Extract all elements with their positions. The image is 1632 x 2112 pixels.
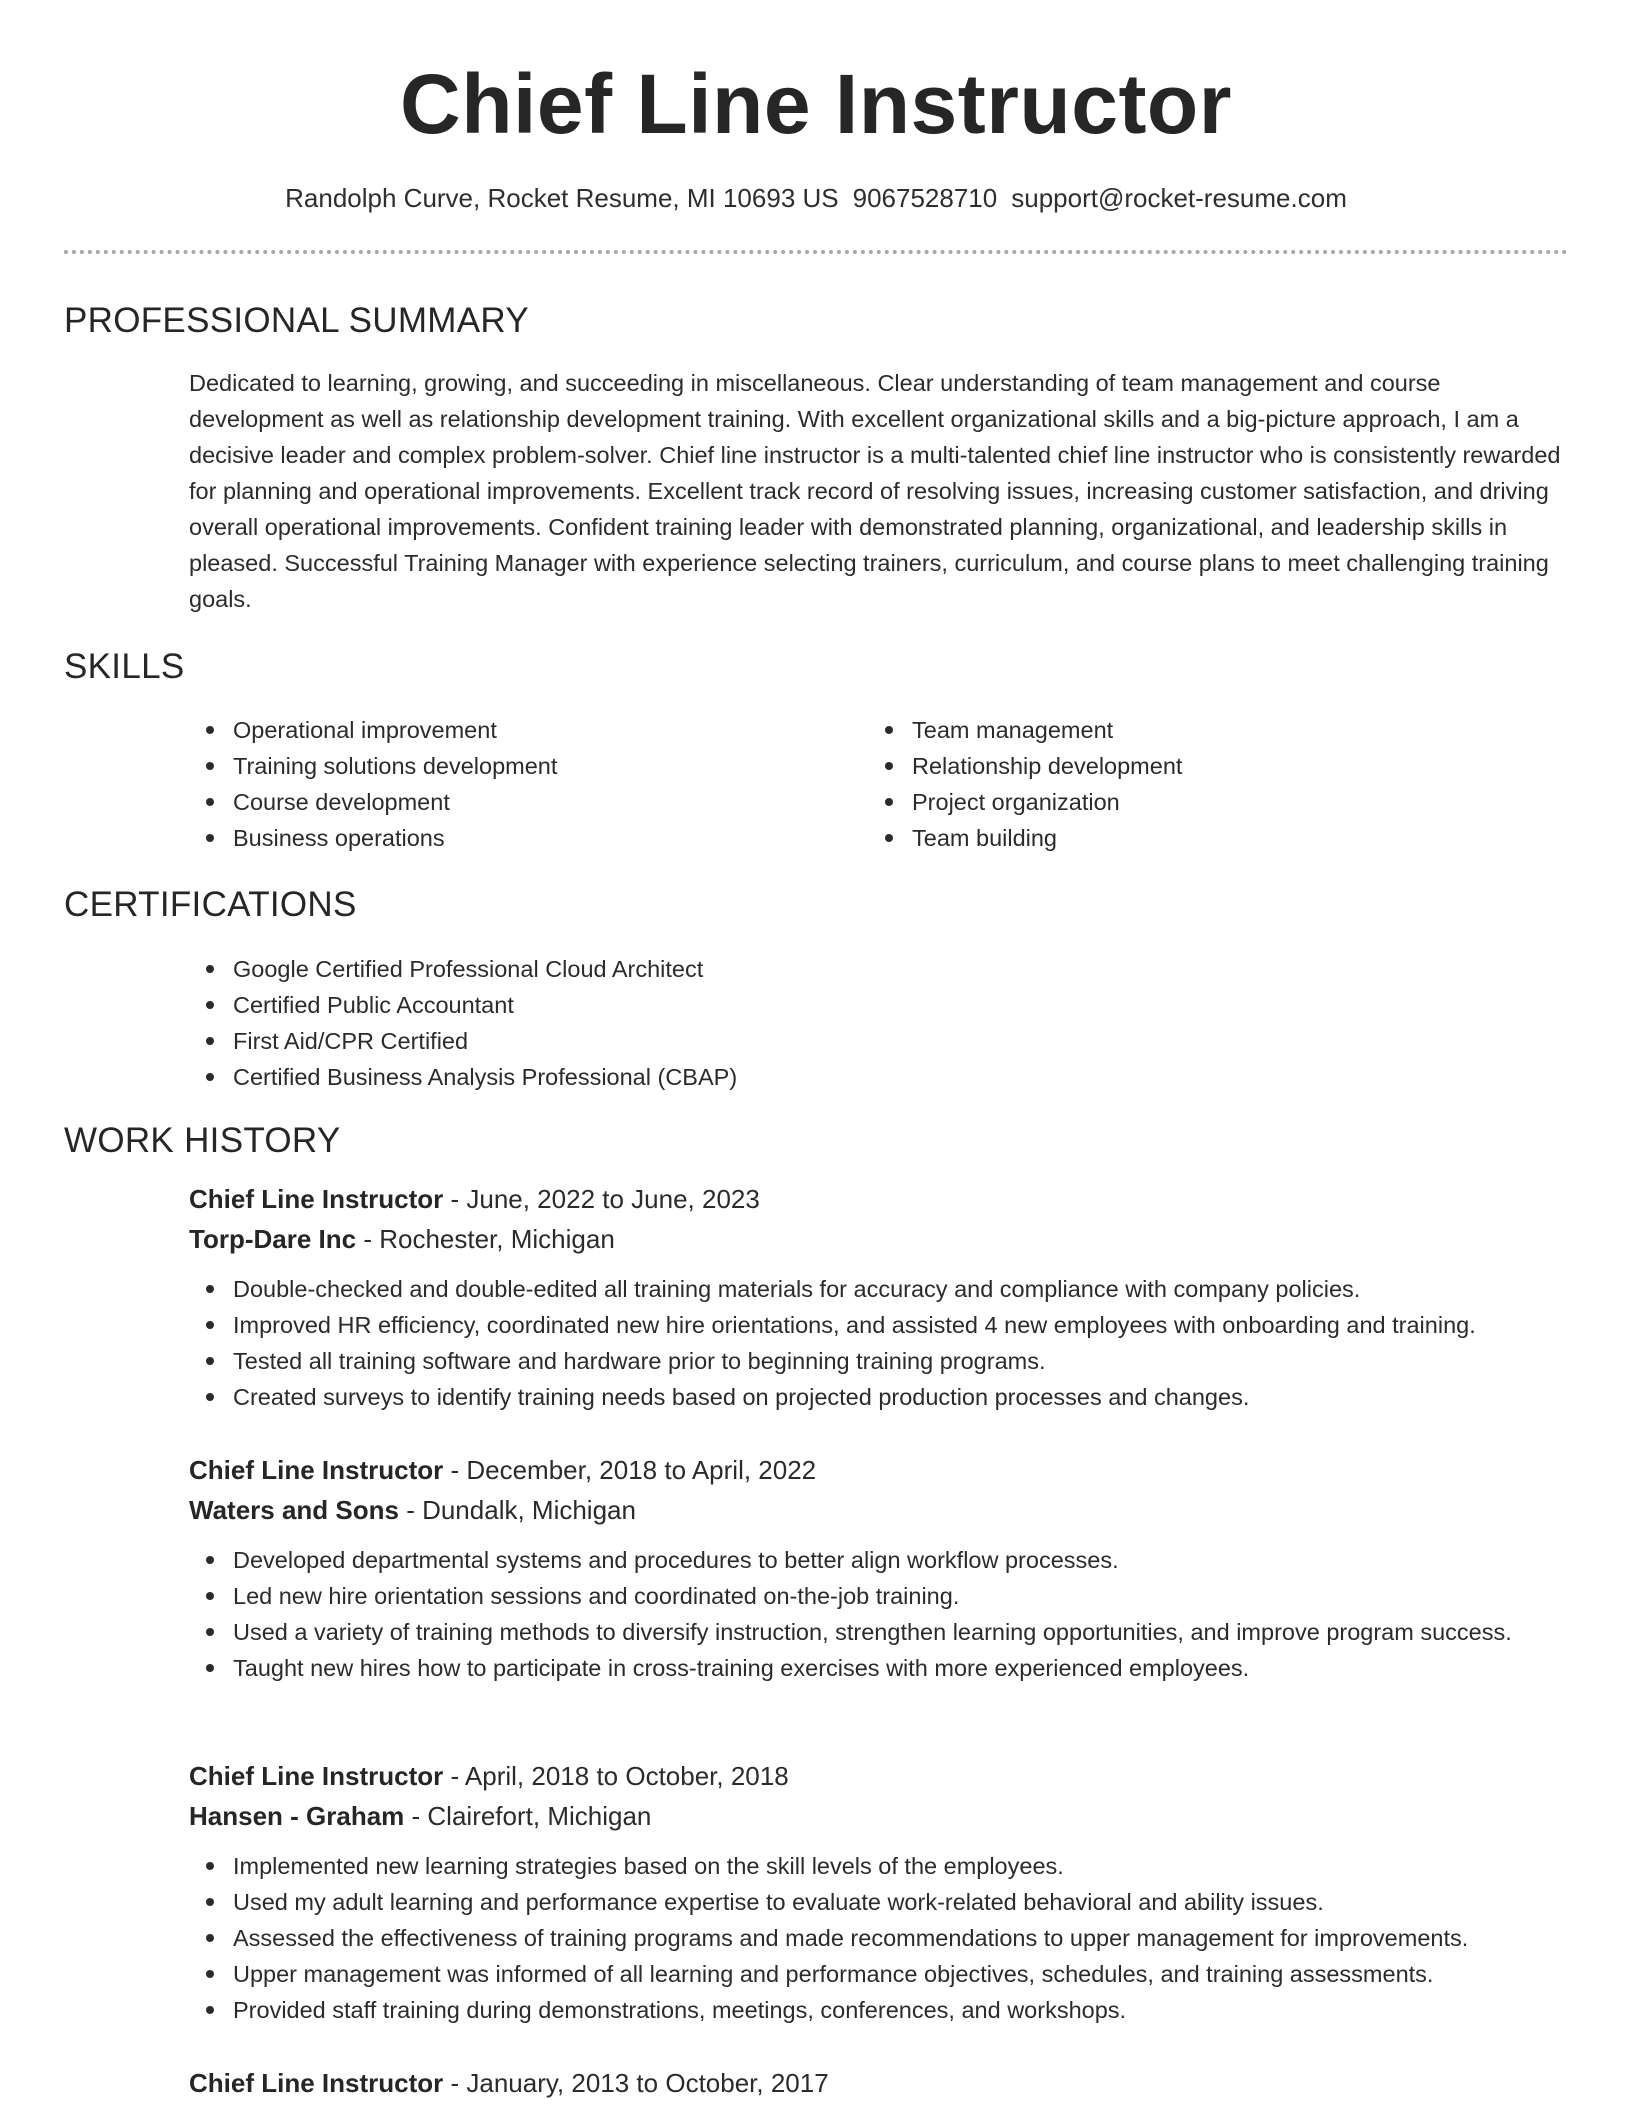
skill-item: Project organization	[868, 784, 1528, 820]
job-role: Chief Line Instructor	[189, 1761, 444, 1791]
job-location: - Rochester, Michigan	[356, 1224, 615, 1254]
contact-phone: 9067528710	[852, 183, 998, 213]
certifications-heading: CERTIFICATIONS	[64, 885, 357, 924]
job-company: Waters and Sons	[189, 1495, 399, 1525]
job-location: - Dundalk, Michigan	[398, 1495, 636, 1525]
summary-heading: PROFESSIONAL SUMMARY	[64, 301, 529, 340]
job-dates: - December, 2018 to April, 2022	[443, 1455, 817, 1485]
job-title-line	[189, 2063, 1589, 2103]
job-bullet: Upper management was informed of all learning and performance objectives, schedules, and training assessments.	[189, 1956, 1589, 1992]
contact-address: Randolph Curve, Rocket Resume, MI 10693 US	[285, 183, 839, 213]
job-entry	[189, 1179, 1589, 1415]
job-role: Chief Line Instructor	[189, 1455, 444, 1485]
job-bullets	[189, 1271, 1589, 1415]
job-bullet: Assessed the effectiveness of training programs and made recommendations to upper management for improvements.	[189, 1920, 1589, 1956]
job-bullet: Led new hire orientation sessions and coordinated on-the-job training.	[189, 1578, 1589, 1614]
certifications-list	[189, 951, 1489, 1095]
job-title-line	[189, 1450, 1589, 1490]
job-role: Chief Line Instructor	[189, 1184, 444, 1214]
job-location: - Clairefort, Michigan	[404, 1801, 652, 1831]
header-divider	[64, 250, 1568, 254]
skill-item: Course development	[189, 784, 849, 820]
skill-item: Team building	[868, 820, 1528, 856]
job-role: Chief Line Instructor	[189, 2068, 444, 2098]
job-bullet: Used my adult learning and performance expertise to evaluate work-related behavioral and ability issues.	[189, 1884, 1589, 1920]
job-bullet: Tested all training software and hardware prior to beginning training programs.	[189, 1343, 1589, 1379]
job-bullet: Used a variety of training methods to diversify instruction, strengthen learning opportunities, and improve program success.	[189, 1614, 1589, 1650]
job-company: Torp-Dare Inc	[189, 1224, 357, 1254]
resume-name: Chief Line Instructor	[400, 57, 1232, 151]
certification-item: Certified Public Accountant	[189, 987, 1489, 1023]
skills-heading: SKILLS	[64, 647, 185, 686]
job-title-line	[189, 1179, 1589, 1219]
skill-item: Team management	[868, 712, 1528, 748]
work-history-heading: WORK HISTORY	[64, 1121, 341, 1160]
job-bullet: Implemented new learning strategies based on the skill levels of the employees.	[189, 1848, 1589, 1884]
job-entry	[189, 2063, 1589, 2103]
job-bullet: Improved HR efficiency, coordinated new hire orientations, and assisted 4 new employees with onboarding and training.	[189, 1307, 1589, 1343]
job-bullet: Developed departmental systems and procedures to better align workflow processes.	[189, 1542, 1589, 1578]
job-dates: - June, 2022 to June, 2023	[443, 1184, 760, 1214]
certification-item: First Aid/CPR Certified	[189, 1023, 1489, 1059]
certification-item: Certified Business Analysis Professional (CBAP)	[189, 1059, 1489, 1095]
job-bullets	[189, 1542, 1589, 1686]
contact-line	[0, 181, 1632, 215]
job-bullet: Double-checked and double-edited all training materials for accuracy and compliance with company policies.	[189, 1271, 1589, 1307]
skills-list-right	[868, 712, 1528, 856]
job-title-line	[189, 1756, 1589, 1796]
skill-item: Relationship development	[868, 748, 1528, 784]
job-company-line	[189, 1490, 1589, 1530]
job-dates: - January, 2013 to October, 2017	[443, 2068, 829, 2098]
job-entry	[189, 1756, 1589, 2028]
job-company-line	[189, 1796, 1589, 1836]
contact-email: support@rocket-resume.com	[1011, 183, 1347, 213]
skills-list-left	[189, 712, 849, 856]
job-dates: - April, 2018 to October, 2018	[443, 1761, 789, 1791]
job-bullets	[189, 1848, 1589, 2028]
certification-item: Google Certified Professional Cloud Architect	[189, 951, 1489, 987]
summary-text: Dedicated to learning, growing, and succeeding in miscellaneous. Clear understanding of team management and course development as well as relationship development training. With excellent organizational skills and a big-picture approach, I am a decisive leader and complex problem-solver. Chief line instructor is a multi-talented chief line instructor who is consistently rewarded for planning and operational improvements. Excellent track record of resolving issues, increasing customer satisfaction, and driving overall operational improvements. Confident training leader with demonstrated planning, organizational, and leadership skills in pleased. Successful Training Manager with experience selecting trainers, curriculum, and course plans to meet challenging training goals.	[189, 370, 1561, 612]
job-bullet: Created surveys to identify training needs based on projected production processes and changes.	[189, 1379, 1589, 1415]
job-entry	[189, 1450, 1589, 1686]
skill-item: Operational improvement	[189, 712, 849, 748]
job-bullet: Provided staff training during demonstrations, meetings, conferences, and workshops.	[189, 1992, 1589, 2028]
job-company: Hansen - Graham	[189, 1801, 405, 1831]
skill-item: Training solutions development	[189, 748, 849, 784]
job-company-line	[189, 1219, 1589, 1259]
job-bullet: Taught new hires how to participate in cross-training exercises with more experienced employees.	[189, 1650, 1589, 1686]
skill-item: Business operations	[189, 820, 849, 856]
